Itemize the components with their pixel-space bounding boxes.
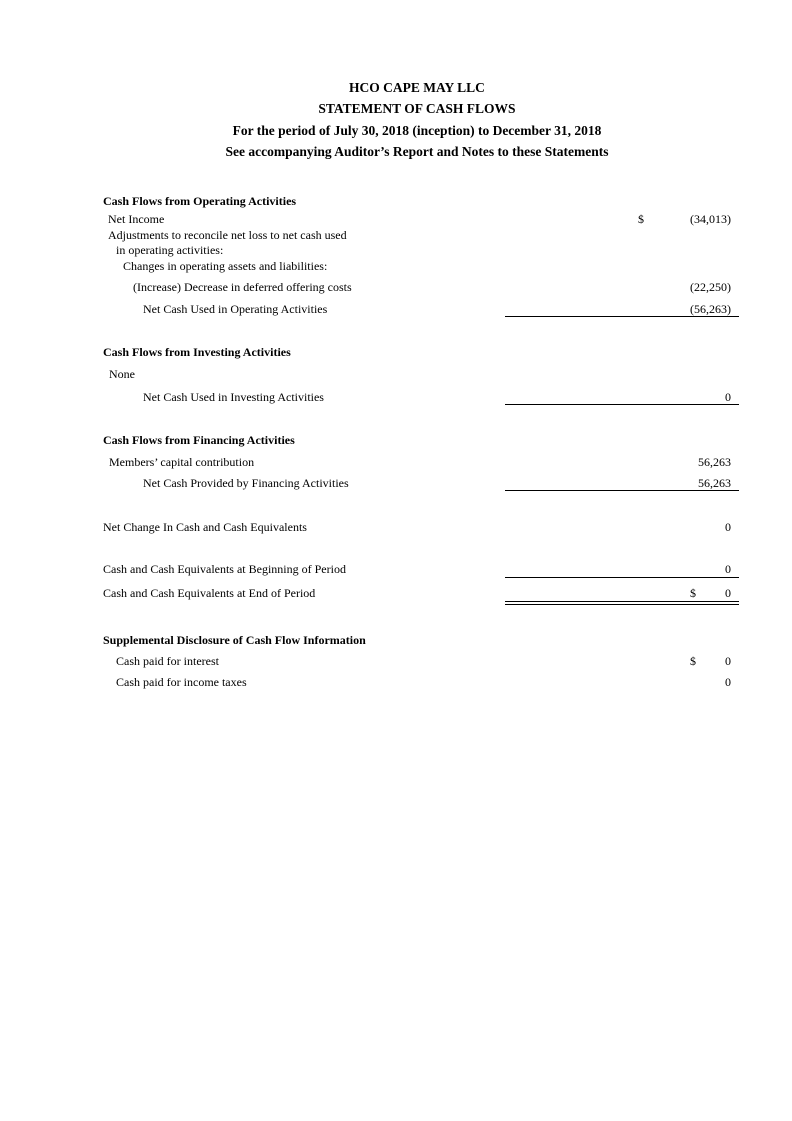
investing-total-value: 0: [725, 390, 731, 404]
statement-note: See accompanying Auditor’s Report and Notes to these Statements: [225, 144, 609, 159]
financing-total-value: 56,263: [698, 476, 731, 490]
beginning-cash-label: Cash and Cash Equivalents at Beginning of Period: [103, 562, 346, 576]
operating-total-label: Net Cash Used in Operating Activities: [143, 302, 328, 316]
beginning-cash-rule: [505, 577, 739, 578]
income-taxes-paid-value: 0: [725, 675, 731, 689]
financing-heading: Cash Flows from Financing Activities: [103, 433, 295, 447]
capital-contribution-value: 56,263: [698, 455, 731, 469]
adjustments-label-line1: Adjustments to reconcile net loss to net cash used: [108, 228, 347, 242]
investing-total-rule: [505, 404, 739, 405]
interest-paid-currency: $: [690, 654, 696, 668]
statement-period: For the period of July 30, 2018 (inception) to December 31, 2018: [232, 123, 602, 138]
capital-contribution-label: Members’ capital contribution: [109, 455, 255, 469]
ending-cash-value: 0: [725, 586, 731, 600]
deferred-costs-label: (Increase) Decrease in deferred offering costs: [133, 280, 352, 294]
net-change-value: 0: [725, 520, 731, 534]
investing-heading: Cash Flows from Investing Activities: [103, 345, 291, 359]
operating-total-value: (56,263): [690, 302, 731, 316]
net-change-label: Net Change In Cash and Cash Equivalents: [103, 520, 307, 534]
net-income-currency: $: [638, 212, 644, 226]
adjustments-label-line2: in operating activities:: [116, 243, 224, 257]
deferred-costs-value: (22,250): [690, 280, 731, 294]
company-name: HCO CAPE MAY LLC: [349, 80, 485, 95]
interest-paid-value: 0: [725, 654, 731, 668]
interest-paid-label: Cash paid for interest: [116, 654, 219, 668]
net-income-value: (34,013): [690, 212, 731, 226]
investing-total-label: Net Cash Used in Investing Activities: [143, 390, 324, 404]
changes-label: Changes in operating assets and liabilities:: [123, 259, 328, 273]
financing-total-label: Net Cash Provided by Financing Activities: [143, 476, 349, 490]
income-taxes-paid-label: Cash paid for income taxes: [116, 675, 247, 689]
investing-none-label: None: [109, 367, 135, 381]
operating-heading: Cash Flows from Operating Activities: [103, 194, 297, 208]
ending-cash-rule-upper: [505, 601, 739, 602]
net-income-label: Net Income: [108, 212, 165, 226]
operating-total-rule: [505, 316, 739, 317]
ending-cash-rule-lower: [505, 604, 739, 605]
ending-cash-label: Cash and Cash Equivalents at End of Period: [103, 586, 316, 600]
ending-cash-currency: $: [690, 586, 696, 600]
beginning-cash-value: 0: [725, 562, 731, 576]
supplemental-heading: Supplemental Disclosure of Cash Flow Information: [103, 633, 366, 647]
financing-total-rule: [505, 490, 739, 491]
statement-title: STATEMENT OF CASH FLOWS: [318, 101, 516, 116]
